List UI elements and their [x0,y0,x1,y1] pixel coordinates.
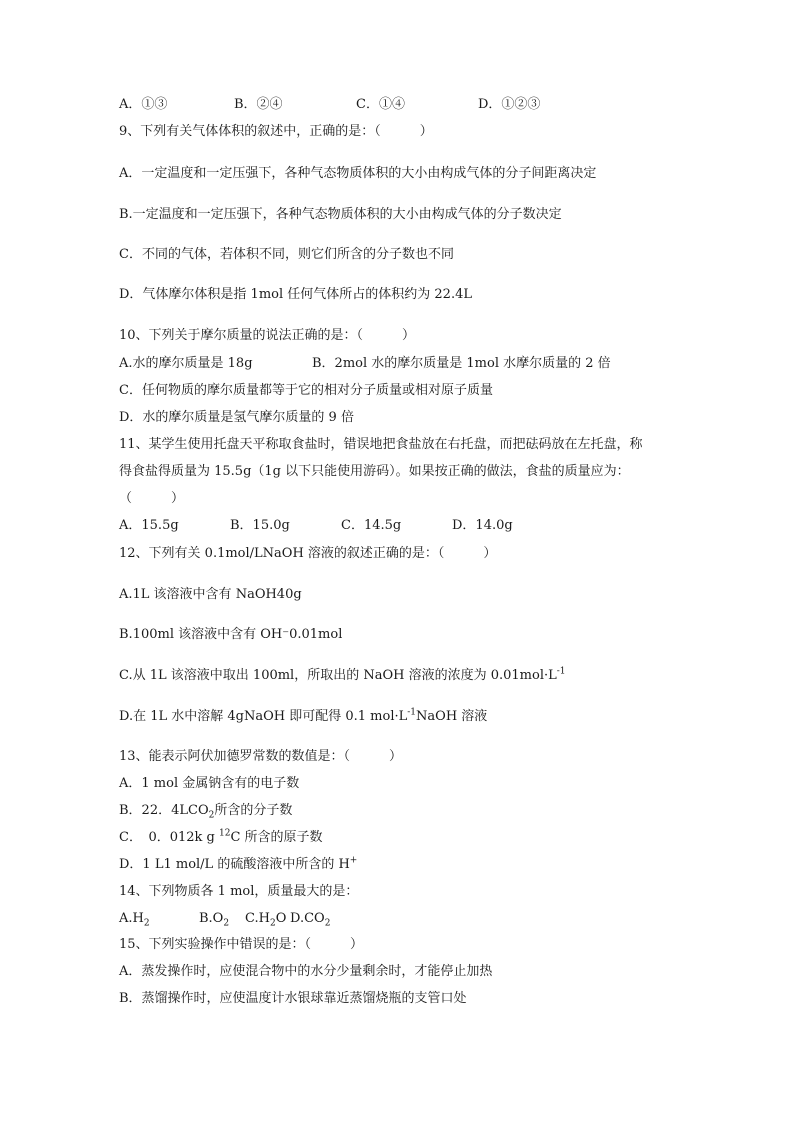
q14a-text: A.H [119,911,144,926]
q11-stem-2: 得食盐得质量为 15.5g（1g 以下只能使用游码）。如果按正确的做法，食盐的质量应为： [119,464,630,479]
q13c-sup: 12 [219,828,231,839]
q8-options [119,97,540,113]
option-a: A．①③ [119,97,168,112]
q11-stem-3: （ ） [119,491,185,506]
q9-option-c: C．不同的气体，若体积不同，则它们所含的分子数也不同 [119,247,454,262]
q13c-post: C 所含的原子数 [230,830,323,845]
q13-option-b [119,803,292,819]
q10-option-c: C．任何物质的摩尔质量都等于它的相对分子质量或相对原子质量 [119,383,493,398]
q14-option-b [199,911,245,927]
q12d-sup: -1 [407,707,417,718]
option-b: B．②④ [234,97,283,112]
q10-options-ab [119,356,611,372]
q10-option-a: A.水的摩尔质量是 18g [119,356,253,371]
q12-option-d [119,709,487,725]
q14a-sub: 2 [143,918,150,929]
q12c-sup: -1 [556,666,566,677]
q11-option-d: D．14.0g [452,518,513,533]
q13-option-d [119,857,357,873]
q13d-sup: + [349,855,358,866]
q9-stem: 9、下列有关气体体积的叙述中，正确的是：（ ） [119,124,433,139]
q11-stem-1: 11、某学生使用托盘天平称取食盐时，错误地把食盐放在右托盘，而把砝码放在左托盘，称 [119,437,643,452]
q14-option-a [119,911,199,927]
q14-option-c [245,911,290,927]
q14b-sub: 2 [223,918,230,929]
option-c: C．①④ [356,97,405,112]
q15-option-a: A．蒸发操作时，应使混合物中的水分少量剩余时，才能停止加热 [119,964,493,979]
q15-option-b: B．蒸馏操作时，应使温度计水银球靠近蒸馏烧瓶的支管口处 [119,991,467,1006]
q13b-pre: B．22．4LCO [119,803,209,818]
q13b-sub: 2 [208,810,215,821]
q9-option-d: D．气体摩尔体积是指 1mol 任何气体所占的体积约为 22.4L [119,287,472,302]
q9-option-a: A．一定温度和一定压强下，各种气态物质体积的大小由构成气体的分子间距离决定 [119,166,597,181]
q12d-post: NaOH 溶液 [416,709,488,724]
q12-option-a: A.1L 该溶液中含有 NaOH40g [119,587,302,602]
q9-option-b: B.一定温度和一定压强下，各种气态物质体积的大小由构成气体的分子数决定 [119,207,562,222]
q14-option-d [290,911,330,927]
option-d: D．①②③ [478,97,541,112]
q12c-text: C.从 1L 该溶液中取出 100ml，所取出的 NaOH 溶液的浓度为 0.01mol·L [119,668,557,683]
q14-stem: 14、下列物质各 1 mol，质量最大的是： [119,884,359,899]
q11-options [119,518,513,534]
q13-option-a: A．1 mol 金属钠含有的电子数 [119,776,300,791]
q13d-pre: D．1 L1 mol/L 的硫酸溶液中所含的 H [119,857,350,872]
q10-option-d: D．水的摩尔质量是氢气摩尔质量的 9 倍 [119,410,354,425]
q12-stem: 12、下列有关 0.1mol/LNaOH 溶液的叙述正确的是：（ ） [119,546,497,561]
q15-stem: 15、下列实验操作中错误的是：（ ） [119,937,364,952]
q14b-text: B.O [199,911,224,926]
q10-stem: 10、下列关于摩尔质量的说法正确的是：（ ） [119,328,416,343]
q13-stem: 13、能表示阿伏加德罗常数的数值是：（ ） [119,749,403,764]
q14d-sub: 2 [324,918,331,929]
q13c-pre: C． 0．012k g [119,830,219,845]
q10-option-b: B．2mol 水的摩尔质量是 1mol 水摩尔质量的 2 倍 [312,356,611,371]
q12d-pre: D.在 1L 水中溶解 4gNaOH 即可配得 0.1 mol·L [119,709,408,724]
q13b-post: 所含的分子数 [214,803,293,818]
q11-option-b: B．15.0g [230,518,290,533]
q14d-text: D.CO [290,911,325,926]
q14c-text: C.H [245,911,270,926]
q14c-post: O [275,911,287,926]
q11-option-a: A．15.5g [119,518,179,533]
q12-option-b: B.100ml 该溶液中含有 OH⁻0.01mol [119,627,343,642]
q12-option-c [119,668,566,684]
q14-options [119,911,330,927]
q13-option-c [119,830,323,846]
q11-option-c: C．14.5g [341,518,402,533]
q14c-sub: 2 [269,918,276,929]
